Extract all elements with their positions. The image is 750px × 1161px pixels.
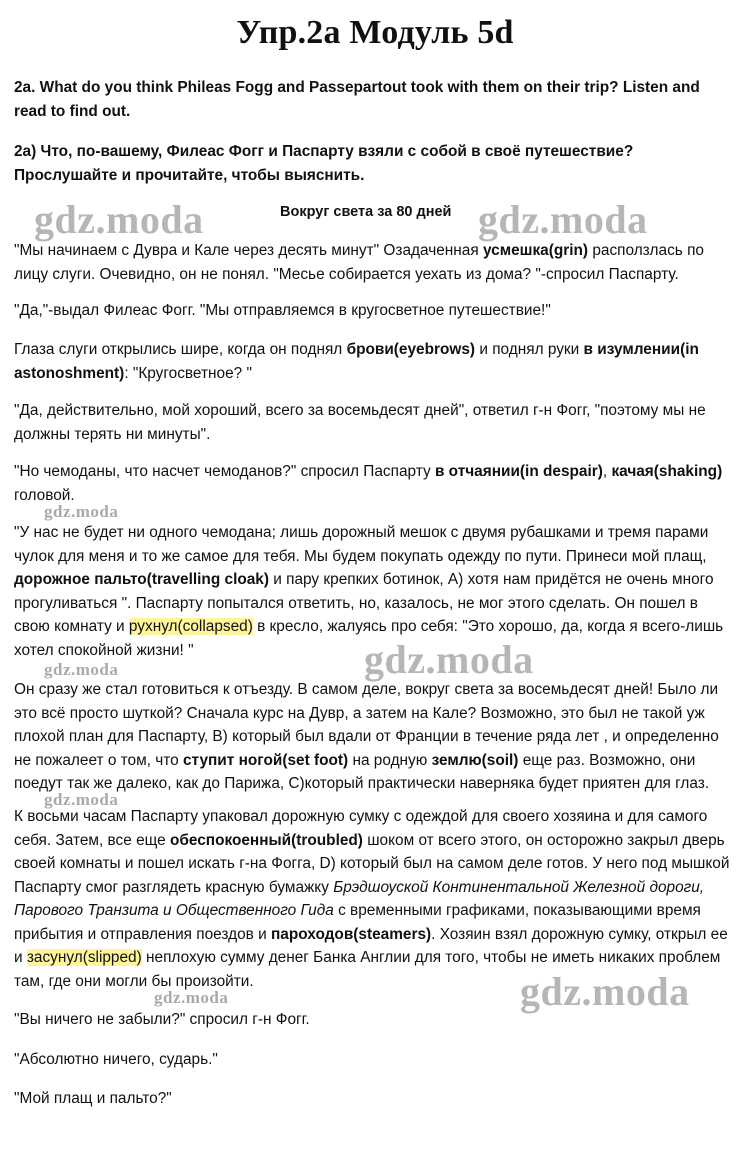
text: в кресло, жалуясь про себя: "Это хорошо, да, когда я всего-лишь хотел спокойной жизни! ": [14, 618, 724, 659]
text: : "Кругосветное? ": [124, 364, 252, 382]
text: Он сразу же стал готовиться к отъезду. В самом деле, вокруг света за восемьдесят дней! Было ли это всё просто шуткой? Сначала курс на Дувр, а затем на Кале? Возможно, это был не такой уж плохой план для Паспарту, B) который был вдали от Франции в течение ряда лет , и определенно не пожалеет о том, что: [14, 681, 719, 769]
page-title: Упр.2а Модуль 5d: [236, 14, 514, 51]
watermark: gdz.moda: [364, 637, 534, 682]
paragraph-1: [14, 239, 734, 286]
text: К восьми часам Паспарту упаковал дорожную сумку с одеждой для своего хозяина и для самого себя. Затем, все еще: [14, 808, 708, 849]
vocab-grin: усмешка(grin): [482, 242, 589, 259]
paragraph-9: "Вы ничего не забыли?" спросил г-н Фогг.: [14, 1011, 310, 1028]
watermark: gdz.moda: [44, 790, 119, 809]
paragraph-7: [14, 678, 734, 796]
watermark: gdz.moda: [34, 197, 204, 242]
vocab-eyebrows: брови(eyebrows): [346, 341, 476, 358]
watermark: gdz.moda: [520, 969, 690, 1014]
text: шоком от всего этого, он осторожно закрыл дверь своей комнаты и пошел искать г-на Фогга, D) который был на самом деле готов. У него под мышкой Паспарту смог разглядеть красную бумажку: [14, 831, 730, 896]
vocab-steamers: пароходов(steamers): [271, 925, 432, 943]
watermark: gdz.moda: [44, 660, 119, 679]
text: Глаза слуги открылись шире, когда он поднял: [14, 341, 347, 358]
watermark: gdz.moda: [154, 988, 229, 1007]
vocab-set-foot: ступит ногой(set foot): [182, 751, 349, 769]
paragraph-6: [14, 521, 734, 662]
paragraph-8: [14, 805, 734, 993]
paragraph-4: "Да, действительно, мой хороший, всего за восемьдесят дней", ответил г-н Фогг, "поэтому мы не должны терять ни минуты".: [14, 402, 706, 443]
vocab-astonishment: в изумлении(in astonoshment): [14, 341, 699, 382]
vocab-troubled: обеспокоенный(troubled): [169, 831, 363, 849]
text: ,: [602, 463, 612, 480]
watermark: gdz.moda: [44, 502, 119, 521]
highlight-collapsed: рухнул(collapsed): [128, 618, 253, 635]
task-russian: 2а) Что, по-вашему, Филеас Фогг и Паспарту взяли с собой в своё путешествие? Прослушайте и прочитайте, чтобы выяснить.: [14, 143, 634, 184]
vocab-travelling-cloak: дорожное пальто(travelling cloak): [14, 571, 269, 588]
paragraph-11: "Мой плащ и пальто?": [14, 1090, 172, 1107]
text: и поднял руки: [475, 341, 584, 358]
text: на родную: [348, 751, 432, 769]
paragraph-2: "Да,"-выдал Филеас Фогг. "Мы отправляемся в кругосветное путешествие!": [14, 302, 551, 319]
vocab-shaking: качая(shaking): [611, 463, 723, 480]
text: неплохую сумму денег Банка Англии для того, чтобы не иметь никаких проблем там, где они могли бы произойти.: [14, 949, 721, 990]
task-english: 2a. What do you think Phileas Fogg and Passepartout took with them on their trip? Listen and read to find out.: [14, 79, 700, 120]
italic-guide-title: Брэдшоуской Континентальной Железной дороги, Парового Транзита и Общественного Гида: [14, 878, 705, 919]
paragraph-10: "Абсолютно ничего, сударь.": [14, 1051, 218, 1068]
story-title: Вокруг света за 80 дней: [280, 204, 452, 220]
text: с временными графиками, показывающими время прибытия и отправления поездов и: [14, 902, 701, 943]
vocab-soil: землю(soil): [431, 751, 519, 769]
text: и пару крепких ботинок, А) хотя нам придётся не очень много прогуливаться ". Паспарту попытался ответить, но, казалось, не мог этого сделать. Он пошел в свою комнату и: [14, 571, 714, 635]
vocab-despair: в отчаянии(in despair): [434, 463, 603, 480]
text: "Но чемоданы, что насчет чемоданов?" спросил Паспарту: [14, 463, 435, 480]
paragraph-3: [14, 338, 734, 385]
text: . Хозяин взял дорожную сумку, открыл ее и: [14, 925, 728, 966]
text: еще раз. Возможно, они поедут так же далеко, как до Парижа, C)который практически наверняка будет приятен для глаз.: [14, 751, 710, 792]
highlight-slipped: засунул(slipped): [26, 949, 142, 966]
watermark: gdz.moda: [478, 197, 648, 242]
text: "У нас не будет ни одного чемодана; лишь дорожный мешок с двумя рубашками и тремя парами чулок для меня и то же самое для тебя. Мы будем покупать одежду по пути. Принеси мой плащ,: [14, 524, 709, 565]
text: "Мы начинаем с Дувра и Кале через десять минут" Озадаченная: [14, 242, 483, 259]
paragraph-5: [14, 460, 734, 507]
text: расползлась по лицу слуги. Очевидно, он не понял. "Месье собирается уехать из дома? "-спросил Паспарту.: [14, 242, 704, 283]
text: головой.: [14, 486, 75, 504]
